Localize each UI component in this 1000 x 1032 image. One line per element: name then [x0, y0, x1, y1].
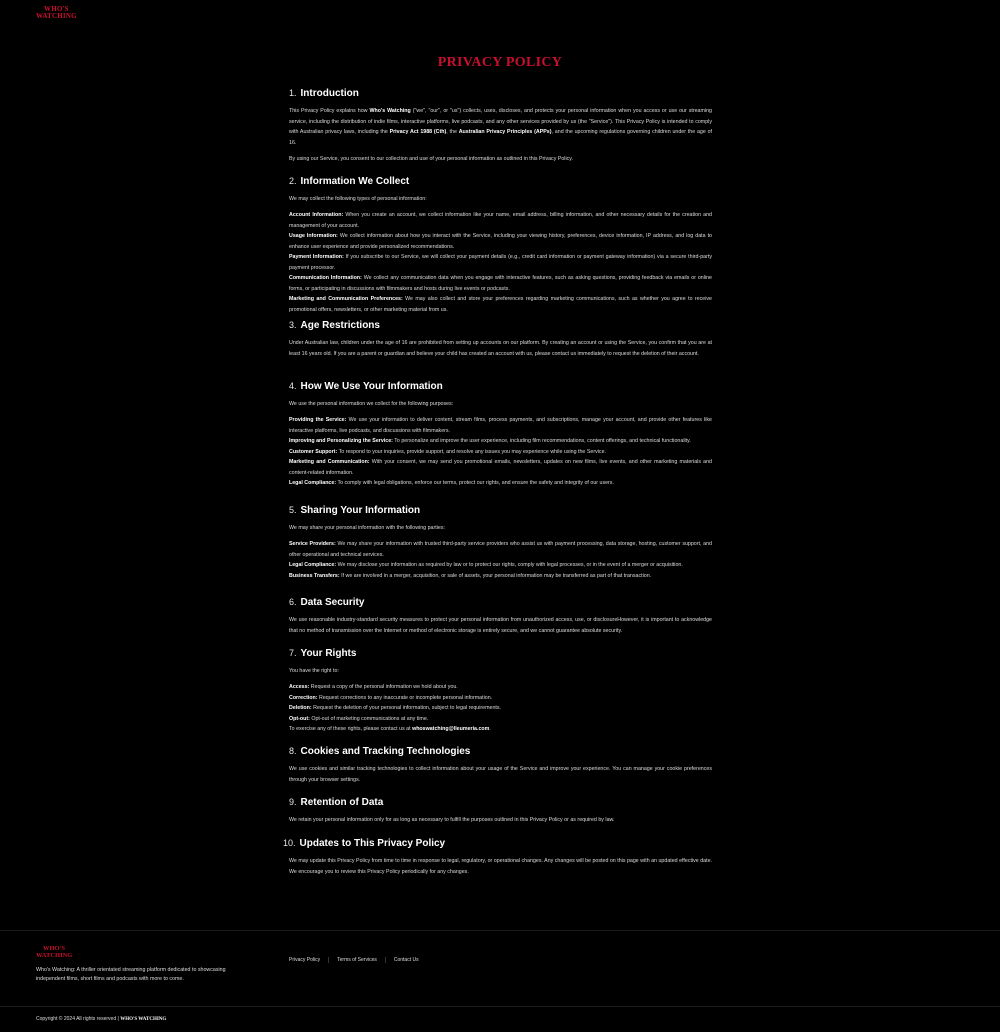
- list-item: [289, 294, 712, 315]
- section-number: 4.: [289, 381, 297, 391]
- item-label: Correction:: [289, 694, 318, 701]
- item-label: Deletion:: [289, 705, 312, 711]
- section-intro: We may share your personal information with the following parties:: [289, 525, 445, 531]
- brand-name: Who's Watching: [369, 108, 411, 114]
- footer-link-privacy-policy[interactable]: Privacy Policy: [289, 957, 329, 963]
- item-label: Customer Support:: [289, 448, 338, 455]
- item-label: Payment Information:: [289, 254, 344, 260]
- intro-paragraph: [289, 106, 712, 148]
- section-title: Age Restrictions: [300, 320, 380, 331]
- cookies-paragraph: We use cookies and similar tracking technologies to collect information about your usage of the Service and improve your experience. You can manage your cookie preferences through your browser settings.: [289, 766, 712, 783]
- item-text: We may share your information with trusted third-party service providers who assist us with payment processing, data storage, hosting, customer support, and other operational and technical services.: [289, 541, 712, 558]
- text-run: ("we", "our", or "us") collects, uses, discloses, and protects your personal information when you access or use our streaming service, including the distribution of indie films, interactive platforms, live podcasts, and any other services provided by us (the "Service"). This Privacy Policy is intended to comply with Australian privacy laws, including the: [289, 108, 712, 135]
- section-title: Sharing Your Information: [300, 505, 421, 516]
- consent-paragraph: By using our Service, you consent to our collection and use of your personal information as outlined in this Privacy Policy.: [289, 155, 574, 162]
- updates-paragraph: We may update this Privacy Policy from time to time in response to legal, regulatory, or operational changes. Any changes will be posted on this page with an updated effective date. We encourage you to review this Privacy Policy periodically for any changes.: [289, 858, 712, 875]
- item-text: We may also collect and store your preferences regarding marketing communications, such as whether you agree to receive promotional offers, newsletters, or other marketing material from us.: [289, 296, 712, 313]
- section-title: Updates to This Privacy Policy: [299, 838, 446, 849]
- item-text: To comply with legal obligations, enforce our terms, protect our rights, and ensure the safety and integrity of our users.: [336, 480, 614, 486]
- section-introduction: [289, 88, 712, 164]
- text-run: To exercise any of these rights, please contact us at: [289, 726, 413, 732]
- section-how-we-use: [289, 381, 712, 489]
- site-logo[interactable]: [36, 6, 86, 20]
- item-label: Legal Compliance:: [289, 562, 337, 568]
- section-heading: [289, 505, 712, 521]
- list-item: [289, 447, 712, 458]
- footer-logo[interactable]: [36, 946, 80, 959]
- item-text: Request corrections to any inaccurate or incomplete personal information.: [317, 694, 493, 701]
- copyright: [36, 1016, 166, 1022]
- item-text: When you create an account, we collect information like your name, email address, billing information, and other necessary details for the creation and management of your account.: [289, 212, 712, 229]
- logo-line-2: WATCHING: [36, 12, 77, 20]
- list-item: [289, 210, 712, 231]
- section-number: 7.: [289, 648, 297, 658]
- section-cookies: [289, 746, 712, 785]
- page-title: PRIVACY POLICY: [437, 55, 563, 70]
- section-heading: [289, 88, 712, 104]
- item-text: We use your information to deliver content, stream films, process payments, and subscriptions, manage your account, and provide other features like interactive platforms, live podcasts, and discussions with filmmakers.: [289, 417, 712, 434]
- item-label: Service Providers:: [289, 541, 336, 547]
- footer-links: [289, 957, 427, 963]
- section-sharing: [289, 505, 712, 581]
- section-data-security: [289, 597, 712, 636]
- copyright-divider: [0, 1006, 1000, 1007]
- section-updates: [283, 838, 712, 877]
- section-number: 2.: [289, 176, 297, 186]
- app-principles: Australian Privacy Principles (APPs): [458, 129, 552, 135]
- list-item: [289, 478, 712, 489]
- list-item: [289, 457, 712, 478]
- list-item: [289, 560, 712, 571]
- section-age-restrictions: [289, 320, 712, 359]
- item-text: We may disclose your information as required by law or to protect our rights, comply with legal processes, or in the event of a merger or acquisition.: [336, 562, 683, 568]
- list-item: [289, 693, 712, 704]
- item-label: Account Information:: [289, 212, 344, 218]
- item-text: We collect information about how you interact with the Service, including your viewing history, preferences, device information, IP address, and log data to enhance user experience and provide personalized recommendations.: [289, 233, 713, 250]
- footer-description: Who's Watching: A thriller orientated streaming platform dedicated to showcasing independent films, short films and podcasts with more to come.: [36, 967, 226, 982]
- item-text: We collect any communication data when you engage with interactive features, such as asking questions, providing feedback via emails or online forms, or participating in discussions with filmmakers and hosts during live events or podcasts.: [289, 275, 713, 292]
- text-run: , and the upcoming regulations governing children under the age of 16.: [289, 129, 712, 146]
- contact-line: [289, 724, 712, 735]
- section-heading: [289, 381, 712, 397]
- retention-paragraph: We retain your personal information only for as long as necessary to fulfill the purposes outlined in this Privacy Policy or as required by law.: [289, 817, 615, 823]
- section-title: Cookies and Tracking Technologies: [300, 746, 471, 757]
- section-number: 10.: [283, 838, 296, 848]
- list-item: [289, 252, 712, 273]
- footer-divider: [0, 930, 1000, 931]
- section-heading: [289, 597, 712, 613]
- copyright-brand: WHO'S WATCHING: [120, 1017, 167, 1022]
- text-run: This Privacy Policy explains how: [289, 108, 370, 114]
- item-text: To respond to your inquiries, provide support, and resolve any issues you may experience while using the Service.: [337, 448, 606, 455]
- text-run: .: [489, 726, 491, 732]
- logo-line-1: WHO'S: [43, 945, 66, 952]
- item-label: Providing the Service:: [289, 417, 347, 423]
- section-heading: [289, 176, 712, 192]
- section-number: 5.: [289, 505, 297, 515]
- section-number: 9.: [289, 797, 297, 807]
- section-information-we-collect: [289, 176, 712, 315]
- section-your-rights: [289, 648, 712, 735]
- sharing-list: [289, 539, 712, 581]
- list-item: [289, 714, 712, 725]
- privacy-act: Privacy Act 1988 (Cth): [389, 129, 447, 135]
- section-number: 6.: [289, 597, 297, 607]
- item-label: Business Transfers:: [289, 572, 340, 579]
- section-intro: You have the right to:: [289, 668, 339, 674]
- section-intro: We use the personal information we collect for the following purposes:: [289, 401, 454, 407]
- item-label: Opt-out:: [289, 715, 310, 722]
- text-run: , the: [446, 129, 459, 135]
- section-retention: [289, 797, 712, 826]
- list-item: [289, 436, 712, 447]
- contact-email-link[interactable]: whoswatching@lleumeria.com: [412, 726, 490, 732]
- list-item: [289, 539, 712, 560]
- section-number: 1.: [289, 88, 297, 98]
- item-label: Marketing and Communication Preferences:: [289, 296, 403, 302]
- section-heading: [289, 797, 712, 813]
- logo-line-1: WHO'S: [44, 5, 69, 13]
- list-item: [289, 273, 712, 294]
- list-item: [289, 415, 712, 436]
- footer-link-contact-us[interactable]: Contact Us: [393, 957, 419, 963]
- section-title: Your Rights: [300, 648, 357, 659]
- list-item: [289, 571, 712, 582]
- item-text: With your consent, we may send you promotional emails, newsletters, updates on new films, live events, and other marketing materials and content-related information.: [289, 459, 712, 476]
- footer-link-terms-of-services[interactable]: Terms of Services: [329, 957, 386, 963]
- list-item: [289, 682, 712, 693]
- list-item: [289, 703, 712, 714]
- item-text: Opt-out of marketing communications at any time.: [309, 715, 429, 722]
- rights-list: [289, 682, 712, 735]
- item-text: If you subscribe to our Service, we will collect your payment details (e.g., credit card information or payment gateway information) via a secure third-party payment processor.: [289, 254, 712, 271]
- use-list: [289, 415, 712, 489]
- item-label: Communication Information:: [289, 275, 362, 281]
- section-title: Introduction: [300, 88, 359, 99]
- section-number: 8.: [289, 746, 297, 756]
- age-paragraph: Under Australian law, children under the age of 16 are prohibited from setting up accounts on our platform. By creating an account or using the Service, you confirm that you are at least 16 years old. If you are a parent or guardian and believe your child has created an account with us, please contact us immediately to request the deletion of their account.: [289, 340, 712, 357]
- item-label: Improving and Personalizing the Service:: [289, 438, 393, 444]
- list-item: [289, 231, 712, 252]
- item-label: Access:: [289, 684, 310, 690]
- section-heading: [289, 648, 712, 664]
- item-label: Marketing and Communication:: [289, 459, 370, 465]
- section-title: How We Use Your Information: [300, 381, 443, 392]
- item-text: Request a copy of the personal information we hold about you.: [309, 684, 458, 690]
- section-intro: We may collect the following types of personal information:: [289, 196, 427, 202]
- section-title: Information We Collect: [300, 176, 410, 187]
- item-text: Request the deletion of your personal information, subject to legal requirements.: [311, 705, 501, 711]
- collect-list: [289, 210, 712, 315]
- item-text: If we are involved in a merger, acquisition, or sale of assets, your personal information may be transferred as part of that transaction.: [339, 572, 652, 579]
- section-title: Data Security: [300, 597, 365, 608]
- section-heading: [283, 838, 712, 854]
- section-number: 3.: [289, 320, 297, 330]
- security-paragraph: We use reasonable industry-standard security measures to protect your personal information from unauthorized access, use, or disclosureHowever, it is important to acknowledge that no method of transmission over the Internet or method of electronic storage is entirely secure, and we cannot guarantee absolute security.: [289, 617, 712, 634]
- item-text: To personalize and improve the user experience, including film recommendations, content offerings, and technical functionality.: [392, 438, 691, 444]
- section-heading: [289, 746, 712, 762]
- logo-line-2: WATCHING: [36, 951, 73, 959]
- section-heading: [289, 320, 712, 336]
- section-title: Retention of Data: [300, 797, 384, 808]
- item-label: Usage Information:: [289, 233, 338, 239]
- item-label: Legal Compliance:: [289, 480, 337, 486]
- copyright-text: Copyright © 2024 All rights reserved |: [36, 1016, 121, 1022]
